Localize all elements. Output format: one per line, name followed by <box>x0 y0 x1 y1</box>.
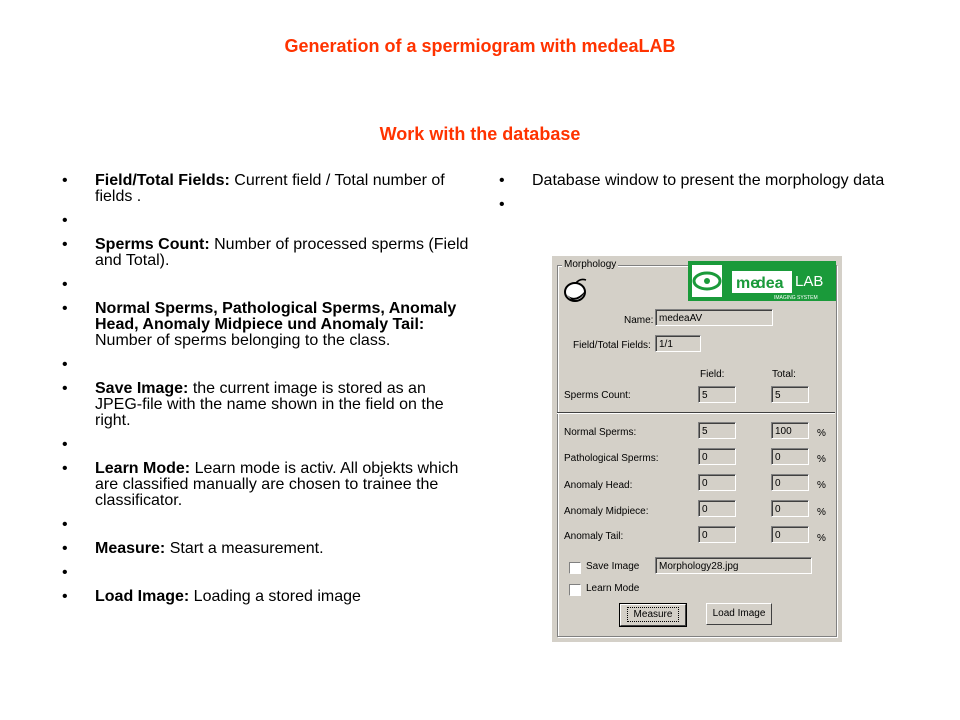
list-item: • Database window to present the morphology data <box>499 173 919 189</box>
list-item <box>62 357 472 373</box>
save-image-filename-field[interactable]: Morphology28.jpg <box>655 557 812 574</box>
list-item: • Field/Total Fields: Current field / Total number of fields . <box>62 173 472 205</box>
slide-title: Generation of a spermiogram with medeaLAB <box>284 36 676 56</box>
name-field[interactable]: medeaAV <box>655 309 773 326</box>
percent-unit: % <box>817 507 826 518</box>
feature-list <box>62 173 472 613</box>
sperm-icon <box>562 276 592 306</box>
description-list <box>499 173 919 221</box>
list-item <box>499 197 919 213</box>
list-item: • Save Image: the current image is stored as an JPEG-file with the name shown in the field on the right. <box>62 381 472 429</box>
group-label: Morphology <box>564 259 617 270</box>
percent-unit: % <box>817 454 826 465</box>
list-item <box>62 517 472 533</box>
row-field-value[interactable]: 0 <box>698 500 736 517</box>
divider <box>557 412 835 414</box>
row-field-value[interactable]: 5 <box>698 422 736 439</box>
field-total-label: Field/Total Fields: <box>573 340 651 351</box>
learn-mode-label: Learn Mode <box>586 583 640 594</box>
column-field-label: Field: <box>700 369 725 380</box>
row-field-value[interactable]: 0 <box>698 526 736 543</box>
row-label: Normal Sperms: <box>564 427 637 438</box>
measure-button[interactable] <box>620 604 686 626</box>
logo-text-dea: dea <box>756 275 784 292</box>
logo-text-lab: LAB <box>795 273 824 290</box>
row-label: Anomaly Head: <box>564 480 633 491</box>
list-item: • Normal Sperms, Pathological Sperms, Anomaly Head, Anomaly Midpiece und Anomaly Tail: Number of sperms belonging to the class. <box>62 301 472 349</box>
row-label: Anomaly Tail: <box>564 531 624 542</box>
list-item: • Sperms Count: Number of processed sperms (Field and Total). <box>62 237 472 269</box>
row-label: Anomaly Midpiece: <box>564 506 649 517</box>
row-total-value[interactable]: 0 <box>771 474 809 491</box>
list-item <box>62 437 472 453</box>
column-total-label: Total: <box>772 369 796 380</box>
slide-subtitle: Work with the database <box>379 124 581 144</box>
save-image-label: Save Image <box>586 561 640 572</box>
list-item <box>62 213 472 229</box>
list-item <box>62 277 472 293</box>
list-item <box>62 565 472 581</box>
percent-unit: % <box>817 480 826 491</box>
medealab-logo <box>688 261 836 301</box>
load-image-button[interactable]: Load Image <box>706 603 772 625</box>
logo-tagline: IMAGING SYSTEM <box>774 295 818 301</box>
save-image-checkbox[interactable] <box>569 562 581 574</box>
sperms-count-field[interactable]: 5 <box>698 386 736 403</box>
row-total-value[interactable]: 0 <box>771 448 809 465</box>
row-total-value[interactable]: 0 <box>771 500 809 517</box>
list-item: • Load Image: Loading a stored image <box>62 589 472 605</box>
list-item: • Measure: Start a measurement. <box>62 541 472 557</box>
percent-unit: % <box>817 533 826 544</box>
learn-mode-checkbox[interactable] <box>569 584 581 596</box>
row-field-value[interactable]: 0 <box>698 474 736 491</box>
sperms-count-total[interactable]: 5 <box>771 386 809 403</box>
row-total-value[interactable]: 100 <box>771 422 809 439</box>
logo-text-me: me <box>736 275 760 292</box>
measure-button-label: Measure <box>627 607 680 622</box>
row-field-value[interactable]: 0 <box>698 448 736 465</box>
percent-unit: % <box>817 428 826 439</box>
name-label: Name: <box>624 315 654 326</box>
list-item: • Learn Mode: Learn mode is activ. All objekts which are classified manually are chosen to trainee the classificator. <box>62 461 472 509</box>
field-total-field[interactable]: 1/1 <box>655 335 701 352</box>
row-label: Pathological Sperms: <box>564 453 659 464</box>
row-total-value[interactable]: 0 <box>771 526 809 543</box>
morphology-dialog <box>552 256 842 642</box>
sperms-count-label: Sperms Count: <box>564 390 631 401</box>
